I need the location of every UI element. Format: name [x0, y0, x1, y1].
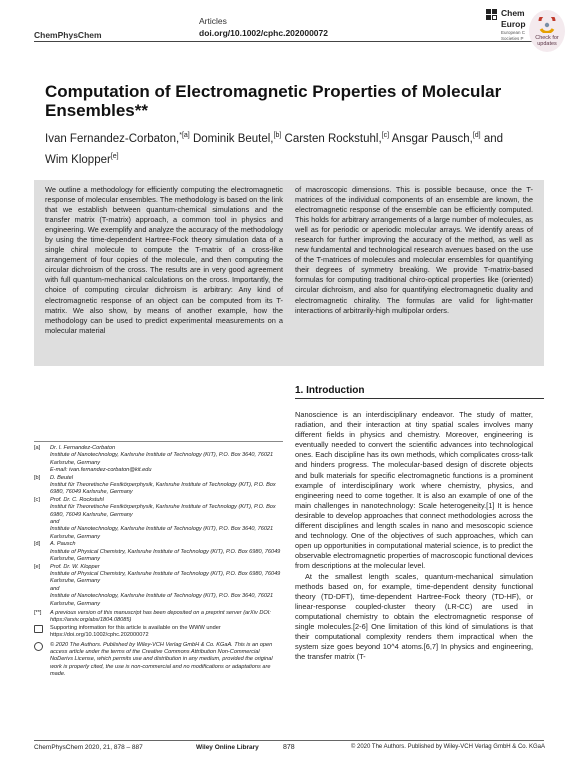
affiliation-line: Dr. I. Fernandez-Corbaton: [50, 445, 116, 451]
body-text: [295, 410, 533, 662]
affiliation-line: Institut für Theoretische Festkörperphysik, Karlsruhe Institute of Technology (KIT), P.O. Box 6980, 76049 Karlsruhe, Germany: [50, 482, 276, 496]
affiliation-e: [34, 564, 283, 608]
logo-text-line1: Chem: [501, 8, 525, 18]
license-text: © 2020 The Authors. Published by Wiley-VCH Verlag GmbH & Co. KGaA. This is an open access article under the terms of the Creative Commons Attribution Non-Commercial NoDerivs License, which permits use and distribution in any medium, provided the original work is properly cited, the use is non-commercial and no modifications or adaptations are made.: [50, 641, 273, 678]
affiliation-line: D. Beutel: [50, 474, 74, 481]
author-email-link[interactable]: E-mail: ivan.fernandez-corbaton@kit.edu: [50, 467, 152, 474]
page-number: 878: [283, 744, 295, 751]
check-for-updates-badge[interactable]: [529, 10, 565, 52]
author-name[interactable]: Ansgar Pausch,: [391, 132, 473, 145]
affiliation-line: and: [50, 585, 60, 592]
abstract-text-right: of macroscopic dimensions. This is possible because, once the T-matrices of the individual components of an ensemble are known, the electromagnetic response of the ensemble can be efficiently computed. This holds for arbitrary arrangements of a large number of molecules, as well as for periodic or aperiodic molecular arrays. We identify areas of research for further improving the accuracy of the method, as well as new fundamental and technological research avenues based on the use of the T-matrices of molecules and molecular ensembles for quantifying their degrees of symmetry breaking. We provide T-matrix-based formulas for computing traditional chiro-optical properties like (oriented) circular dichroism, and also for quantifying electromagnetic duality and electromagnetic chirality. The formulas are valid for light-matter interactions of arbitrarily-high multipolar orders.: [295, 185, 533, 315]
article-title: Computation of Electromagnetic Properties of Molecular Ensembles**: [45, 82, 502, 120]
footer-citation: ChemPhysChem 2020, 21, 878 – 887: [34, 744, 143, 751]
affiliations: [34, 445, 283, 679]
affiliation-b: [34, 475, 283, 497]
author-affil-mark: [d]: [472, 132, 481, 139]
section-heading: 1. Introduction: [295, 385, 365, 396]
author-name[interactable]: Ivan Fernandez-Corbaton,: [45, 132, 180, 145]
affiliation-line: Prof. Dr. W. Klopper: [50, 563, 100, 570]
logo-subtext-2: Societies P: [501, 36, 524, 41]
affiliation-c: [34, 497, 283, 541]
author-affil-mark: [e]: [110, 152, 119, 160]
body-paragraph: Nanoscience is an interdisciplinary endeavor. The study of matter, radiation, and their interaction at tiny spatial scales involves many different fields in physics and chemistry. Moreover, engineering is eventually needed to convert the scientific advances into technological ones. Each discipline has its own methods, which complicates cross-talk and hinders progress. The molecular-based design of discrete objects and bulk materials for specific electromagnetic functions is a prominent example of interdisciplinary work where chemistry, physics, and engineering need to come together. It is also an example of one of the main challenges in nanotechnology: Scale heterogeneity.[1] It is hence desirable to develop approaches that connect methodologies across the different disciplines and length scales in nano and mesoscopic science and technology. One of the objectives of such approaches, which can open up opportunities in computational material science, is to predict the observable electromagnetic properties of macroscopic functional devices from descriptions at the molecular level.: [295, 410, 533, 571]
doi-link[interactable]: doi.org/10.1002/cphc.202000072: [199, 28, 328, 38]
article-type: Articles: [199, 16, 227, 26]
affiliation-key: [a]: [34, 445, 41, 451]
logo-subtext-1: European C: [501, 30, 526, 35]
author-affil-mark: *[a]: [179, 132, 190, 139]
header-divider: [34, 41, 544, 42]
chemeurope-logo-icon: [485, 8, 499, 22]
affiliation-line: Institute of Nanotechnology, Karlsruhe Institute of Technology (KIT), P.O. Box 3640, 76021 Karlsruhe, Germany: [50, 593, 274, 607]
affiliation-key: [d]: [34, 541, 41, 548]
affiliation-a: [34, 445, 283, 475]
footer-copyright: © 2020 The Authors. Published by Wiley-VCH Verlag GmbH & Co. KGaA: [350, 744, 545, 750]
author-affil-mark: [b]: [273, 132, 282, 139]
affiliation-divider: [34, 441, 283, 442]
affiliation-line: and: [50, 519, 60, 526]
affiliation-line: Institute of Physical Chemistry, Karlsruhe Institute of Technology (KIT), P.O. Box 6980, 76049 Karlsruhe, Germany: [50, 548, 281, 563]
author-name[interactable]: and Wim Klopper: [45, 132, 503, 166]
supporting-info-text[interactable]: Supporting information for this article is available on the WWW under https://doi.org/10.1002/cphc.202000072: [50, 624, 221, 639]
author-name[interactable]: Dominik Beutel,: [192, 132, 274, 145]
affiliation-key: [c]: [34, 496, 40, 503]
affiliation-key: [b]: [34, 474, 41, 481]
check-updates-icon: [538, 17, 556, 33]
section-divider: [295, 398, 544, 399]
affiliation-d: [34, 541, 283, 563]
affiliation-key: [e]: [34, 563, 41, 570]
affiliation-line: A. Pausch: [50, 541, 76, 548]
author-list: [45, 127, 525, 169]
document-icon: [34, 625, 43, 633]
preprint-note: [34, 610, 283, 625]
supporting-info-note: [34, 625, 283, 640]
author-affil-mark: [c]: [381, 132, 390, 139]
footer-library-link[interactable]: Wiley Online Library: [196, 744, 259, 751]
affiliation-line: Prof. Dr. C. Rockstuhl: [50, 496, 104, 503]
author-name[interactable]: Carsten Rockstuhl,: [284, 132, 382, 145]
license-note: [34, 642, 283, 679]
body-paragraph: At the smallest length scales, quantum-mechanical simulation methods based on, for example, time-dependent density functional theory (TD-DFT), time-dependent Hartree-Fock theory (TD-HF), or linear-response coupled-cluster theory (LR-CC) are used in computational chemistry to obtain the electromagnetic response of single molecules.[2-6] One limitation of this kind of simulations is that their computational complexity renders them impractical when the system size goes beyond 10^4 atoms.[6,7] In physics and engineering, the transfer matrix (T-: [295, 571, 533, 662]
affiliation-line: Institute of Nanotechnology, Karlsruhe Institute of Technology (KIT), P.O. Box 3640, 76021 Karlsruhe, Germany: [50, 526, 274, 540]
affiliation-line: Institute of Nanotechnology, Karlsruhe Institute of Technology (KIT), P.O. Box 3640, 76021 Karlsruhe, Germany: [50, 452, 274, 466]
badge-label: Check for updates: [535, 35, 559, 47]
preprint-text[interactable]: A previous version of this manuscript has been deposited on a preprint server (arXiv DOI: https://arxiv.org/abs/1804.08085): [50, 609, 271, 624]
affiliation-key: [**]: [34, 609, 42, 616]
logo-text-line2: Europ: [501, 19, 526, 29]
affiliation-line: Institute of Physical Chemistry, Karlsruhe Institute of Technology (KIT), P.O. Box 6980, 76049 Karlsruhe, Germany: [50, 570, 281, 585]
abstract-text-left: We outline a methodology for efficiently computing the electromagnetic response of molecular ensembles. The methodology is based on the link that we establish between quantum-chemical simulations and the transfer matrix (T-matrix) approach, a common tool in physics and engineering. We exemplify and analyze the accuracy of the methodology by using the time-dependent Hartree-Fock theory simulation data of a single chiral molecule to compute the T-matrix of a cross-like arrangement of four copies of the molecule, and then computing the circular dichroism of the cross. The results are in very good agreement with full quantum-mechanical calculations on the cross. Importantly, the choice of computing circular dichroism is arbitrary: Any kind of electromagnetic response of an object can be computed from its T-matrix. We also show, by means of another example, how the methodology can be used to predict experimental measurements on a molecular material: [45, 185, 283, 335]
journal-name: ChemPhysChem: [34, 30, 102, 40]
open-access-icon: [34, 642, 43, 651]
affiliation-line: Institut für Theoretische Festkörperphysik, Karlsruhe Institute of Technology (KIT), P.O. Box 6980, 76049 Karlsruhe, Germany: [50, 504, 276, 518]
footer-divider: [34, 740, 544, 741]
